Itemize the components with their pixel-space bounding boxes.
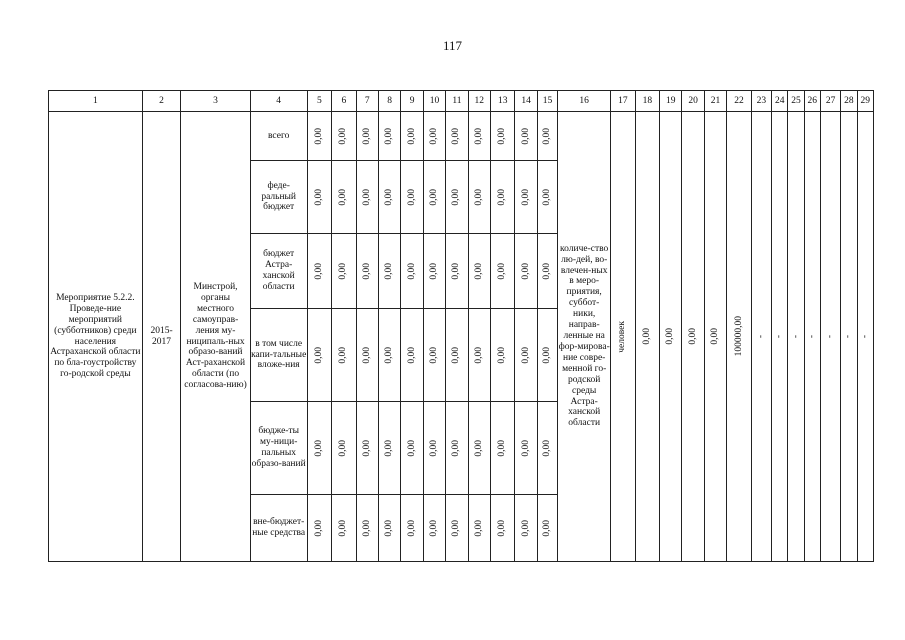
funding-value-text: 0,00 — [429, 346, 440, 364]
funding-value-text: 0,00 — [451, 346, 462, 364]
funding-value-text: 0,00 — [542, 262, 553, 280]
indicator-unit — [611, 112, 635, 562]
measure-name: Мероприятие 5.2.2. Проведе-ние мероприятий (субботников) среди населения Астраханской области по бла-гоустройству го-родской среды — [49, 112, 143, 562]
funding-value-text: 0,00 — [361, 262, 372, 280]
funding-value-text: 0,00 — [313, 262, 324, 280]
funding-value-text: 0,00 — [497, 346, 508, 364]
funding-value — [515, 495, 537, 562]
funding-value-text: 0,00 — [451, 188, 462, 206]
column-header: 22 — [727, 91, 751, 112]
funding-value-text: 0,00 — [542, 439, 553, 457]
funding-value-text: 0,00 — [406, 127, 417, 145]
funding-value — [356, 234, 378, 309]
funding-value — [537, 161, 557, 234]
column-header: 9 — [401, 91, 423, 112]
funding-value — [515, 402, 537, 495]
funding-value — [537, 495, 557, 562]
funding-value-text: 0,00 — [542, 519, 553, 537]
funding-value — [378, 112, 400, 161]
funding-value — [537, 309, 557, 402]
funding-value-text: 0,00 — [338, 262, 349, 280]
indicator-value-text: 0,00 — [665, 328, 676, 345]
measure-period: 2015-2017 — [142, 112, 181, 562]
funding-value-text: 0,00 — [497, 262, 508, 280]
funding-value — [332, 234, 356, 309]
funding-value — [401, 402, 423, 495]
funding-value — [356, 309, 378, 402]
column-header: 10 — [423, 91, 445, 112]
column-header: 14 — [515, 91, 537, 112]
funding-value-text: 0,00 — [384, 346, 395, 364]
funding-value — [378, 402, 400, 495]
funding-value — [378, 234, 400, 309]
funding-value-text: 0,00 — [361, 127, 372, 145]
table-row — [49, 112, 874, 161]
funding-value — [537, 402, 557, 495]
funding-value-text: 0,00 — [520, 346, 531, 364]
funding-value-text: 0,00 — [520, 188, 531, 206]
funding-source: всего — [250, 112, 307, 161]
funding-value-text: 0,00 — [384, 519, 395, 537]
indicator-value — [751, 112, 771, 562]
column-header: 29 — [857, 91, 873, 112]
funding-value — [491, 161, 515, 234]
indicator-value — [660, 112, 682, 562]
funding-value — [446, 112, 468, 161]
funding-value — [356, 495, 378, 562]
funding-value — [378, 309, 400, 402]
funding-value — [491, 234, 515, 309]
indicator-value — [857, 112, 873, 562]
column-header: 11 — [446, 91, 468, 112]
funding-value-text: 0,00 — [473, 439, 484, 457]
funding-value-text: 0,00 — [473, 262, 484, 280]
column-header: 17 — [611, 91, 635, 112]
funding-value — [332, 112, 356, 161]
column-header: 25 — [788, 91, 804, 112]
funding-value-text: 0,00 — [520, 519, 531, 537]
indicator-value-text: - — [790, 334, 801, 339]
column-header: 2 — [142, 91, 181, 112]
funding-value-text: 0,00 — [313, 127, 324, 145]
funding-value-text: 0,00 — [473, 519, 484, 537]
funding-value-text: 0,00 — [473, 127, 484, 145]
funding-value-text: 0,00 — [473, 346, 484, 364]
column-header: 23 — [751, 91, 771, 112]
funding-value-text: 0,00 — [313, 519, 324, 537]
funding-value — [423, 112, 445, 161]
indicator-value — [841, 112, 857, 562]
funding-value — [491, 402, 515, 495]
funding-value — [307, 402, 331, 495]
funding-source: в том числе капи-тальные вложе-ния — [250, 309, 307, 402]
program-table — [48, 90, 874, 562]
funding-value — [356, 161, 378, 234]
funding-value-text: 0,00 — [542, 346, 553, 364]
column-header: 3 — [181, 91, 250, 112]
funding-value — [401, 309, 423, 402]
column-header: 12 — [468, 91, 490, 112]
funding-value-text: 0,00 — [384, 127, 395, 145]
funding-value — [446, 402, 468, 495]
funding-value — [332, 495, 356, 562]
funding-value-text: 0,00 — [497, 439, 508, 457]
funding-value-text: 0,00 — [313, 346, 324, 364]
indicator-value — [772, 112, 788, 562]
funding-value-text: 0,00 — [338, 439, 349, 457]
indicator-value — [788, 112, 804, 562]
funding-value-text: 0,00 — [429, 188, 440, 206]
indicator-value — [804, 112, 820, 562]
funding-value-text: 0,00 — [384, 262, 395, 280]
indicator-value — [682, 112, 704, 562]
funding-value — [307, 234, 331, 309]
indicator-value — [635, 112, 659, 562]
funding-value — [515, 112, 537, 161]
funding-value — [537, 234, 557, 309]
funding-value — [468, 495, 490, 562]
column-header: 20 — [682, 91, 704, 112]
indicator-value-text: 0,00 — [710, 328, 721, 345]
column-header: 27 — [820, 91, 840, 112]
column-header: 19 — [660, 91, 682, 112]
funding-value — [468, 161, 490, 234]
funding-source: феде-ральный бюджет — [250, 161, 307, 234]
funding-value — [446, 309, 468, 402]
indicator-value-text: - — [843, 334, 854, 339]
funding-value — [515, 161, 537, 234]
column-header: 18 — [635, 91, 659, 112]
funding-value-text: 0,00 — [473, 188, 484, 206]
funding-value — [468, 402, 490, 495]
column-header: 21 — [704, 91, 726, 112]
column-header: 1 — [49, 91, 143, 112]
funding-source: бюдже-ты му-ници-пальных образо-ваний — [250, 402, 307, 495]
funding-value-text: 0,00 — [429, 519, 440, 537]
funding-value-text: 0,00 — [361, 439, 372, 457]
funding-value-text: 0,00 — [338, 188, 349, 206]
funding-value — [446, 161, 468, 234]
column-header: 13 — [491, 91, 515, 112]
funding-value — [423, 234, 445, 309]
funding-value — [515, 234, 537, 309]
funding-value — [446, 234, 468, 309]
funding-value-text: 0,00 — [406, 188, 417, 206]
funding-value-text: 0,00 — [361, 519, 372, 537]
indicator-value-text: 100000,00 — [733, 316, 744, 357]
indicator-value — [727, 112, 751, 562]
funding-value — [378, 495, 400, 562]
header-row — [49, 91, 874, 112]
funding-value-text: 0,00 — [406, 346, 417, 364]
funding-value — [307, 161, 331, 234]
funding-value — [515, 309, 537, 402]
page-number: 117 — [442, 38, 463, 53]
funding-value-text: 0,00 — [429, 439, 440, 457]
funding-value-text: 0,00 — [361, 346, 372, 364]
funding-value — [423, 161, 445, 234]
funding-value-text: 0,00 — [520, 262, 531, 280]
indicator-name: количе-ство лю-дей, во-влечен-ных в меро-приятия, суббот-ники, направ-ленные на фор-мирова-ние совре-менной го-родской среды Астра-ханской области — [558, 112, 611, 562]
column-header: 4 — [250, 91, 307, 112]
column-header: 16 — [558, 91, 611, 112]
funding-value-text: 0,00 — [338, 519, 349, 537]
funding-value-text: 0,00 — [406, 262, 417, 280]
funding-value — [401, 234, 423, 309]
funding-value — [491, 309, 515, 402]
funding-value-text: 0,00 — [429, 262, 440, 280]
funding-value — [307, 112, 331, 161]
funding-value-text: 0,00 — [451, 127, 462, 145]
funding-value-text: 0,00 — [429, 127, 440, 145]
funding-value — [356, 112, 378, 161]
funding-value-text: 0,00 — [451, 262, 462, 280]
funding-value-text: 0,00 — [313, 188, 324, 206]
indicator-value-text: - — [774, 334, 785, 339]
funding-source: бюджет Астра-ханской области — [250, 234, 307, 309]
funding-value — [307, 495, 331, 562]
funding-value — [356, 402, 378, 495]
column-header: 8 — [378, 91, 400, 112]
funding-value-text: 0,00 — [542, 188, 553, 206]
funding-value — [332, 402, 356, 495]
funding-value — [491, 112, 515, 161]
column-header: 15 — [537, 91, 557, 112]
funding-value — [401, 112, 423, 161]
funding-value-text: 0,00 — [520, 439, 531, 457]
indicator-value-text: - — [806, 334, 817, 339]
funding-value-text: 0,00 — [361, 188, 372, 206]
funding-value — [307, 309, 331, 402]
funding-value — [423, 309, 445, 402]
funding-value — [537, 112, 557, 161]
funding-value — [491, 495, 515, 562]
funding-value-text: 0,00 — [406, 519, 417, 537]
funding-value — [468, 309, 490, 402]
funding-value-text: 0,00 — [497, 519, 508, 537]
funding-value-text: 0,00 — [497, 127, 508, 145]
funding-value-text: 0,00 — [497, 188, 508, 206]
funding-value-text: 0,00 — [520, 127, 531, 145]
funding-value — [332, 161, 356, 234]
column-header: 28 — [841, 91, 857, 112]
funding-value — [378, 161, 400, 234]
funding-value-text: 0,00 — [451, 519, 462, 537]
funding-value-text: 0,00 — [384, 439, 395, 457]
funding-value-text: 0,00 — [384, 188, 395, 206]
indicator-value — [820, 112, 840, 562]
funding-source: вне-бюджет-ные средства — [250, 495, 307, 562]
indicator-unit-text: человек — [617, 320, 628, 353]
column-header: 24 — [772, 91, 788, 112]
column-header: 26 — [804, 91, 820, 112]
column-header: 5 — [307, 91, 331, 112]
funding-value-text: 0,00 — [338, 346, 349, 364]
funding-value-text: 0,00 — [451, 439, 462, 457]
funding-value-text: 0,00 — [338, 127, 349, 145]
indicator-value-text: 0,00 — [641, 328, 652, 345]
indicator-value — [704, 112, 726, 562]
indicator-value-text: 0,00 — [687, 328, 698, 345]
funding-value — [332, 309, 356, 402]
funding-value — [468, 112, 490, 161]
funding-value-text: 0,00 — [313, 439, 324, 457]
funding-value — [446, 495, 468, 562]
funding-value — [401, 161, 423, 234]
funding-value-text: 0,00 — [542, 127, 553, 145]
indicator-value-text: - — [859, 334, 870, 339]
measure-executor: Минстрой, органы местного самоуправ-ления му-ниципаль-ных образо-ваний Аст-раханской области (по согласова-нию) — [181, 112, 250, 562]
funding-value — [468, 234, 490, 309]
funding-value — [423, 402, 445, 495]
funding-value — [423, 495, 445, 562]
funding-value-text: 0,00 — [406, 439, 417, 457]
column-header: 6 — [332, 91, 356, 112]
indicator-value-text: - — [755, 334, 766, 339]
funding-value — [401, 495, 423, 562]
column-header: 7 — [356, 91, 378, 112]
indicator-value-text: - — [825, 334, 836, 339]
